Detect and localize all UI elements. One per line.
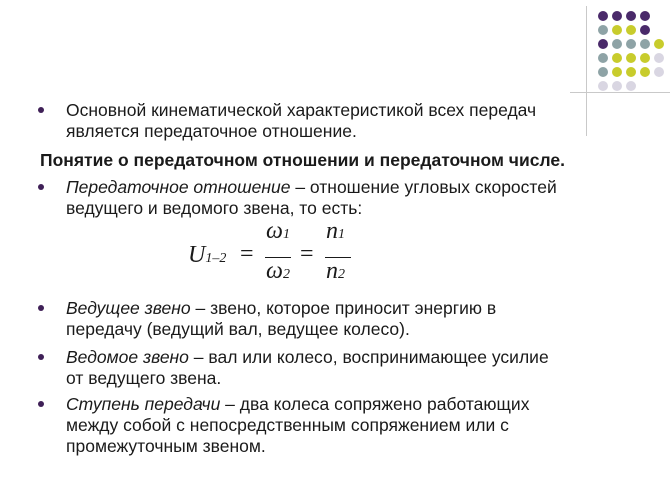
bullet-1-line-2: является передаточное отношение. <box>66 121 357 141</box>
decorative-dot <box>612 11 622 21</box>
bullet-3-rest: – звено, которое приносит энергию в <box>190 298 497 318</box>
decorative-dot <box>654 67 664 77</box>
bullet-5-line-2: между собой с непосредственным сопряжением или с <box>66 415 509 435</box>
bullet-marker <box>38 305 44 311</box>
decorative-dot <box>626 11 636 21</box>
decorative-dot <box>654 53 664 63</box>
decorative-dot <box>626 53 636 63</box>
decorative-dot <box>640 53 650 63</box>
decorative-dot <box>598 67 608 77</box>
denominator-2-subscript: 2 <box>338 267 345 282</box>
bullet-text <box>66 100 626 142</box>
bullet-marker <box>38 184 44 190</box>
decorative-dot <box>598 25 608 35</box>
formula-equals-2: = <box>300 241 314 267</box>
term-driving-link: Ведущее звено <box>66 298 191 318</box>
bullet-1-line-1: Основной кинематической характеристикой всех передач <box>66 100 537 120</box>
decorative-dot <box>612 67 622 77</box>
bullet-text <box>66 394 626 457</box>
term-driven-link: Ведомое звено <box>66 347 189 367</box>
bullet-text <box>66 177 626 219</box>
decorative-dot <box>626 39 636 49</box>
decorative-dot <box>654 39 664 49</box>
bullet-2-line-1 <box>66 177 626 198</box>
numerator-1-subscript: 1 <box>282 227 290 242</box>
numerator-2-subscript: 1 <box>338 227 345 242</box>
bullet-marker <box>38 354 44 360</box>
decorative-dot <box>598 53 608 63</box>
n-symbol: n <box>326 218 338 244</box>
decorative-dot <box>626 25 636 35</box>
bullet-marker <box>38 401 44 407</box>
decorative-dot <box>626 67 636 77</box>
bullet-marker <box>38 107 44 113</box>
bullet-4-line-1 <box>66 347 626 368</box>
bullet-2-rest: – отношение угловых скоростей <box>290 177 557 197</box>
bullet-4-line-2: от ведущего звена. <box>66 368 222 388</box>
omega-symbol: ω <box>266 218 283 244</box>
n-symbol: n <box>326 258 338 284</box>
decorative-dot <box>626 81 636 91</box>
decorative-dot <box>640 39 650 49</box>
bullet-5-line-1 <box>66 394 626 415</box>
formula-lhs-symbol: U <box>188 242 206 268</box>
bullet-3-line-1 <box>66 298 626 319</box>
term-gear-ratio: Передаточное отношение <box>66 177 291 197</box>
formula-lhs-subscript: 1–2 <box>205 251 227 266</box>
formula-numerator-1 <box>266 218 290 245</box>
bullet-text <box>66 298 626 340</box>
decorative-dot <box>640 11 650 21</box>
gear-ratio-formula <box>188 218 388 292</box>
decorative-dot <box>612 81 622 91</box>
term-transmission-stage: Ступень передачи <box>66 394 221 414</box>
bullet-5-rest: – два колеса сопряжено работающих <box>220 394 530 414</box>
decorative-dot-grid <box>598 11 668 111</box>
formula-equals-1: = <box>240 241 254 267</box>
decorative-dot <box>598 39 608 49</box>
bullet-5-line-3: промежуточным звеном. <box>66 436 266 456</box>
decorative-dot <box>612 25 622 35</box>
formula-lhs <box>188 242 226 269</box>
bullet-text <box>66 347 626 389</box>
denominator-1-subscript: 2 <box>282 267 290 282</box>
decorative-dot <box>640 67 650 77</box>
bullet-4-rest: – вал или колесо, воспринимающее усилие <box>188 347 549 367</box>
section-heading: Понятие о передаточном отношении и передаточном числе. <box>40 150 565 170</box>
decorative-dot <box>640 25 650 35</box>
formula-denominator-2 <box>326 258 345 285</box>
decorative-dot <box>612 39 622 49</box>
bullet-2-line-2: ведущего и ведомого звена, то есть: <box>66 198 363 218</box>
formula-denominator-1 <box>266 258 290 285</box>
formula-numerator-2 <box>326 218 345 245</box>
decorative-dot <box>598 81 608 91</box>
decorative-dot <box>612 53 622 63</box>
decorative-dot <box>598 11 608 21</box>
bullet-3-line-2: передачу (ведущий вал, ведущее колесо). <box>66 319 410 339</box>
omega-symbol: ω <box>266 258 283 284</box>
